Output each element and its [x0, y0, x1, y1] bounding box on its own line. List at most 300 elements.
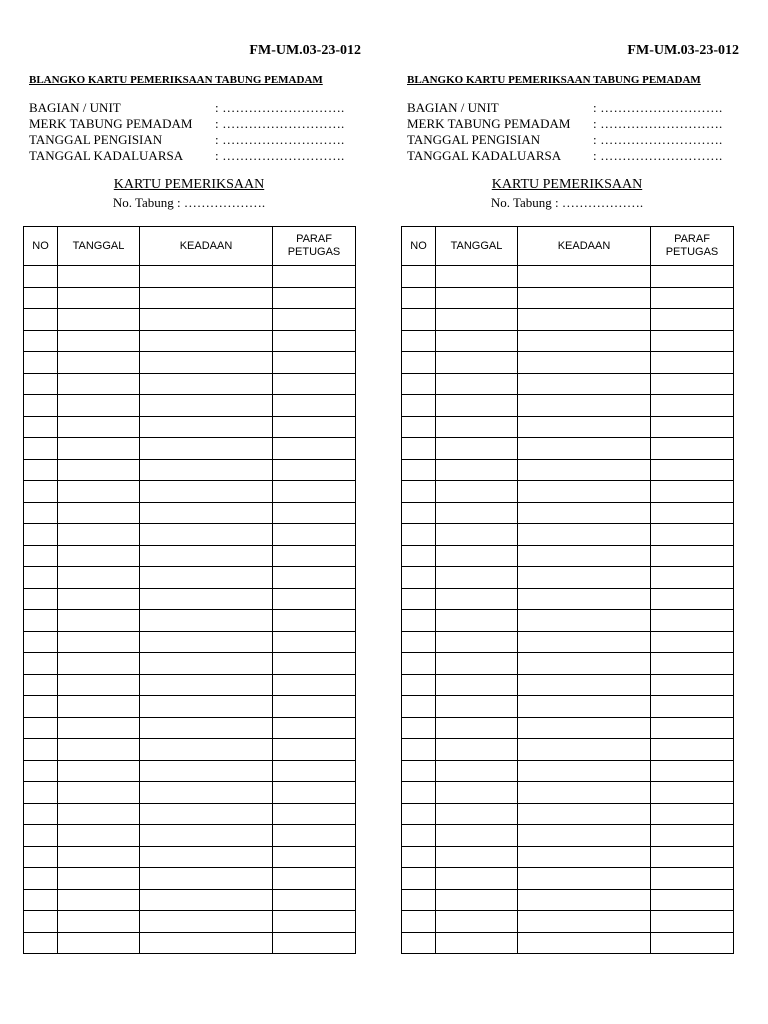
cell-condition[interactable] — [518, 760, 651, 782]
cell-no[interactable] — [24, 911, 58, 933]
cell-no[interactable] — [24, 502, 58, 524]
cell-no[interactable] — [24, 846, 58, 868]
cell-date[interactable] — [436, 889, 518, 911]
field-value[interactable]: : ………………………. — [215, 148, 345, 163]
cell-date[interactable] — [436, 330, 518, 352]
cell-no[interactable] — [24, 868, 58, 890]
cell-condition[interactable] — [518, 911, 651, 933]
cell-no[interactable] — [24, 782, 58, 804]
cell-signature[interactable] — [273, 911, 356, 933]
cell-date[interactable] — [58, 932, 140, 954]
cell-condition[interactable] — [140, 696, 273, 718]
table-row — [402, 588, 734, 610]
cell-date[interactable] — [58, 330, 140, 352]
cell-date[interactable] — [58, 502, 140, 524]
cell-date[interactable] — [436, 502, 518, 524]
cell-date[interactable] — [436, 545, 518, 567]
table-row — [402, 309, 734, 331]
cell-signature[interactable] — [651, 653, 734, 675]
cell-no[interactable] — [24, 545, 58, 567]
cell-no[interactable] — [402, 524, 436, 546]
table-row — [24, 889, 356, 911]
cell-no[interactable] — [402, 352, 436, 374]
cell-date[interactable] — [436, 438, 518, 460]
table-row — [24, 911, 356, 933]
cell-signature[interactable] — [651, 674, 734, 696]
cell-no[interactable] — [402, 846, 436, 868]
cell-date[interactable] — [436, 287, 518, 309]
cell-signature[interactable] — [273, 481, 356, 503]
cell-condition[interactable] — [140, 588, 273, 610]
field-value[interactable]: : ………………………. — [215, 116, 345, 131]
cell-condition[interactable] — [518, 782, 651, 804]
cell-date[interactable] — [436, 524, 518, 546]
cell-date[interactable] — [58, 287, 140, 309]
cell-signature[interactable] — [273, 588, 356, 610]
table-row — [24, 868, 356, 890]
table-row — [402, 481, 734, 503]
cell-condition[interactable] — [518, 803, 651, 825]
cell-date[interactable] — [58, 846, 140, 868]
cell-condition[interactable] — [518, 717, 651, 739]
field-expiry-date — [407, 148, 737, 164]
cell-no[interactable] — [402, 502, 436, 524]
cell-date[interactable] — [58, 481, 140, 503]
cell-date[interactable] — [436, 782, 518, 804]
cell-no[interactable] — [402, 696, 436, 718]
cell-no[interactable] — [402, 889, 436, 911]
cell-signature[interactable] — [273, 760, 356, 782]
cell-condition[interactable] — [518, 438, 651, 460]
cell-signature[interactable] — [651, 438, 734, 460]
cell-date[interactable] — [436, 631, 518, 653]
cell-condition[interactable] — [140, 739, 273, 761]
cell-condition[interactable] — [140, 309, 273, 331]
cell-condition[interactable] — [518, 524, 651, 546]
cell-condition[interactable] — [140, 395, 273, 417]
cell-date[interactable] — [58, 352, 140, 374]
cell-signature[interactable] — [651, 760, 734, 782]
cell-no[interactable] — [402, 631, 436, 653]
cell-no[interactable] — [24, 825, 58, 847]
cell-no[interactable] — [24, 416, 58, 438]
cell-date[interactable] — [436, 266, 518, 288]
cell-date[interactable] — [58, 459, 140, 481]
cell-no[interactable] — [24, 287, 58, 309]
cell-date[interactable] — [436, 739, 518, 761]
cell-date[interactable] — [436, 309, 518, 331]
cell-no[interactable] — [24, 438, 58, 460]
cell-signature[interactable] — [273, 674, 356, 696]
cell-signature[interactable] — [651, 459, 734, 481]
cell-date[interactable] — [436, 803, 518, 825]
cell-condition[interactable] — [518, 653, 651, 675]
cell-condition[interactable] — [140, 481, 273, 503]
cell-no[interactable] — [402, 416, 436, 438]
cell-signature[interactable] — [651, 717, 734, 739]
cell-condition[interactable] — [518, 352, 651, 374]
cell-signature[interactable] — [273, 438, 356, 460]
cell-signature[interactable] — [651, 846, 734, 868]
cell-condition[interactable] — [140, 567, 273, 589]
cell-date[interactable] — [436, 481, 518, 503]
cell-no[interactable] — [24, 760, 58, 782]
cell-condition[interactable] — [518, 309, 651, 331]
cell-signature[interactable] — [273, 803, 356, 825]
cell-no[interactable] — [24, 567, 58, 589]
cell-condition[interactable] — [518, 588, 651, 610]
cell-date[interactable] — [436, 567, 518, 589]
field-fill-date — [407, 132, 737, 148]
inspection-table — [401, 226, 734, 954]
cell-date[interactable] — [58, 567, 140, 589]
cell-condition[interactable] — [518, 739, 651, 761]
cell-no[interactable] — [402, 373, 436, 395]
tube-number[interactable]: No. Tabung : ………………. — [112, 195, 266, 210]
section-title-text: KARTU PEMERIKSAAN — [491, 177, 643, 192]
cell-no[interactable] — [402, 545, 436, 567]
cell-signature[interactable] — [273, 610, 356, 632]
cell-condition[interactable] — [518, 459, 651, 481]
cell-date[interactable] — [58, 373, 140, 395]
field-label: BAGIAN / UNIT — [407, 100, 499, 115]
cell-signature[interactable] — [651, 696, 734, 718]
cell-no[interactable] — [24, 352, 58, 374]
field-value[interactable]: : ………………………. — [215, 132, 345, 147]
cell-condition[interactable] — [518, 631, 651, 653]
cell-signature[interactable] — [273, 524, 356, 546]
cell-signature[interactable] — [651, 545, 734, 567]
cell-no[interactable] — [402, 438, 436, 460]
cell-signature[interactable] — [651, 825, 734, 847]
cell-signature[interactable] — [273, 287, 356, 309]
cell-signature[interactable] — [273, 782, 356, 804]
cell-signature[interactable] — [651, 889, 734, 911]
cell-signature[interactable] — [273, 631, 356, 653]
cell-no[interactable] — [402, 911, 436, 933]
cell-condition[interactable] — [140, 717, 273, 739]
field-value[interactable]: : ………………………. — [593, 116, 723, 131]
cell-signature[interactable] — [273, 330, 356, 352]
cell-signature[interactable] — [651, 739, 734, 761]
cell-condition[interactable] — [140, 782, 273, 804]
cell-no[interactable] — [402, 760, 436, 782]
cell-signature[interactable] — [273, 717, 356, 739]
table-row — [402, 416, 734, 438]
cell-signature[interactable] — [273, 567, 356, 589]
cell-date[interactable] — [58, 674, 140, 696]
cell-no[interactable] — [24, 309, 58, 331]
cell-signature[interactable] — [651, 287, 734, 309]
cell-date[interactable] — [436, 717, 518, 739]
cell-signature[interactable] — [273, 868, 356, 890]
cell-condition[interactable] — [518, 696, 651, 718]
cell-date[interactable] — [436, 696, 518, 718]
cell-no[interactable] — [402, 567, 436, 589]
cell-no[interactable] — [24, 395, 58, 417]
cell-signature[interactable] — [651, 330, 734, 352]
cell-condition[interactable] — [518, 932, 651, 954]
cell-no[interactable] — [402, 459, 436, 481]
table-row — [402, 631, 734, 653]
cell-condition[interactable] — [140, 459, 273, 481]
cell-condition[interactable] — [518, 416, 651, 438]
cell-date[interactable] — [436, 373, 518, 395]
cell-no[interactable] — [24, 674, 58, 696]
cell-date[interactable] — [58, 696, 140, 718]
cell-signature[interactable] — [651, 782, 734, 804]
cell-signature[interactable] — [273, 739, 356, 761]
cell-signature[interactable] — [273, 352, 356, 374]
cell-signature[interactable] — [651, 567, 734, 589]
cell-date[interactable] — [436, 416, 518, 438]
cell-condition[interactable] — [140, 674, 273, 696]
table-row — [24, 481, 356, 503]
table-row — [24, 459, 356, 481]
table-row — [402, 803, 734, 825]
cell-signature[interactable] — [273, 395, 356, 417]
field-label: TANGGAL PENGISIAN — [29, 132, 163, 147]
cell-no[interactable] — [402, 739, 436, 761]
field-value[interactable]: : ………………………. — [593, 100, 723, 115]
cell-condition[interactable] — [140, 846, 273, 868]
cell-no[interactable] — [24, 653, 58, 675]
cell-no[interactable] — [24, 588, 58, 610]
header-signature: PARAF PETUGAS — [273, 227, 356, 266]
cell-date[interactable] — [436, 932, 518, 954]
cell-signature[interactable] — [651, 373, 734, 395]
cell-date[interactable] — [58, 868, 140, 890]
cell-date[interactable] — [58, 438, 140, 460]
cell-condition[interactable] — [140, 524, 273, 546]
cell-no[interactable] — [402, 868, 436, 890]
cell-no[interactable] — [24, 932, 58, 954]
cell-date[interactable] — [436, 868, 518, 890]
cell-condition[interactable] — [140, 416, 273, 438]
cell-signature[interactable] — [651, 803, 734, 825]
cell-no[interactable] — [24, 330, 58, 352]
cell-date[interactable] — [58, 631, 140, 653]
cell-condition[interactable] — [518, 373, 651, 395]
cell-no[interactable] — [402, 309, 436, 331]
table-row — [24, 653, 356, 675]
cell-condition[interactable] — [140, 932, 273, 954]
cell-date[interactable] — [58, 610, 140, 632]
header-no: NO — [24, 227, 58, 266]
cell-date[interactable] — [58, 416, 140, 438]
cell-date[interactable] — [58, 739, 140, 761]
cell-condition[interactable] — [140, 868, 273, 890]
info-fields — [29, 100, 359, 164]
cell-date[interactable] — [436, 395, 518, 417]
cell-no[interactable] — [24, 266, 58, 288]
cell-signature[interactable] — [651, 631, 734, 653]
table-row — [402, 438, 734, 460]
cell-date[interactable] — [436, 846, 518, 868]
cell-condition[interactable] — [518, 825, 651, 847]
cell-condition[interactable] — [140, 760, 273, 782]
cell-no[interactable] — [402, 803, 436, 825]
field-label: MERK TABUNG PEMADAM — [407, 116, 571, 131]
section-title — [23, 177, 355, 193]
cell-condition[interactable] — [518, 868, 651, 890]
cell-no[interactable] — [24, 459, 58, 481]
cell-no[interactable] — [402, 825, 436, 847]
cell-no[interactable] — [402, 481, 436, 503]
cell-date[interactable] — [58, 782, 140, 804]
cell-date[interactable] — [58, 760, 140, 782]
cell-date[interactable] — [436, 459, 518, 481]
cell-condition[interactable] — [518, 674, 651, 696]
cell-date[interactable] — [436, 653, 518, 675]
cell-condition[interactable] — [518, 481, 651, 503]
cell-date[interactable] — [436, 825, 518, 847]
cell-signature[interactable] — [273, 266, 356, 288]
table-row — [402, 395, 734, 417]
cell-condition[interactable] — [140, 266, 273, 288]
cell-condition[interactable] — [140, 653, 273, 675]
cell-signature[interactable] — [273, 309, 356, 331]
cell-signature[interactable] — [273, 846, 356, 868]
cell-no[interactable] — [402, 330, 436, 352]
cell-signature[interactable] — [273, 459, 356, 481]
cell-signature[interactable] — [273, 932, 356, 954]
cell-signature[interactable] — [651, 502, 734, 524]
cell-no[interactable] — [402, 287, 436, 309]
cell-no[interactable] — [24, 481, 58, 503]
field-value[interactable]: : ………………………. — [593, 132, 723, 147]
cell-condition[interactable] — [518, 567, 651, 589]
field-unit — [407, 100, 737, 116]
cell-condition[interactable] — [140, 803, 273, 825]
cell-signature[interactable] — [273, 825, 356, 847]
cell-no[interactable] — [24, 696, 58, 718]
cell-signature[interactable] — [273, 653, 356, 675]
cell-date[interactable] — [436, 610, 518, 632]
cell-date[interactable] — [58, 717, 140, 739]
field-value[interactable]: : ………………………. — [593, 148, 723, 163]
cell-no[interactable] — [402, 266, 436, 288]
cell-no[interactable] — [402, 610, 436, 632]
inspection-table — [23, 226, 356, 954]
cell-date[interactable] — [436, 674, 518, 696]
cell-condition[interactable] — [140, 330, 273, 352]
cell-no[interactable] — [24, 889, 58, 911]
cell-signature[interactable] — [651, 524, 734, 546]
cell-no[interactable] — [402, 653, 436, 675]
cell-date[interactable] — [58, 588, 140, 610]
cell-signature[interactable] — [651, 932, 734, 954]
table-row — [402, 889, 734, 911]
cell-no[interactable] — [24, 631, 58, 653]
cell-no[interactable] — [24, 524, 58, 546]
table-row — [24, 438, 356, 460]
cell-condition[interactable] — [518, 610, 651, 632]
cell-no[interactable] — [402, 674, 436, 696]
cell-date[interactable] — [58, 653, 140, 675]
cell-signature[interactable] — [651, 266, 734, 288]
cell-date[interactable] — [58, 803, 140, 825]
cell-signature[interactable] — [651, 395, 734, 417]
cell-signature[interactable] — [651, 416, 734, 438]
cell-signature[interactable] — [651, 481, 734, 503]
cell-condition[interactable] — [140, 911, 273, 933]
cell-no[interactable] — [24, 610, 58, 632]
cell-condition[interactable] — [518, 889, 651, 911]
cell-condition[interactable] — [140, 502, 273, 524]
cell-date[interactable] — [58, 266, 140, 288]
cell-signature[interactable] — [651, 352, 734, 374]
cell-signature[interactable] — [273, 889, 356, 911]
cell-signature[interactable] — [273, 416, 356, 438]
cell-no[interactable] — [402, 717, 436, 739]
cell-condition[interactable] — [140, 373, 273, 395]
cell-condition[interactable] — [140, 352, 273, 374]
cell-signature[interactable] — [273, 696, 356, 718]
cell-condition[interactable] — [518, 330, 651, 352]
cell-condition[interactable] — [140, 610, 273, 632]
table-header-row — [402, 227, 734, 266]
cell-condition[interactable] — [140, 889, 273, 911]
tube-number[interactable]: No. Tabung : ………………. — [490, 195, 644, 210]
cell-no[interactable] — [24, 803, 58, 825]
cell-signature[interactable] — [273, 545, 356, 567]
cell-no[interactable] — [24, 373, 58, 395]
table-row — [402, 373, 734, 395]
cell-condition[interactable] — [140, 825, 273, 847]
cell-no[interactable] — [402, 782, 436, 804]
table-row — [402, 524, 734, 546]
cell-date[interactable] — [436, 760, 518, 782]
cell-date[interactable] — [58, 545, 140, 567]
cell-signature[interactable] — [273, 502, 356, 524]
cell-condition[interactable] — [518, 266, 651, 288]
cell-signature[interactable] — [651, 868, 734, 890]
cell-no[interactable] — [24, 739, 58, 761]
cell-condition[interactable] — [140, 631, 273, 653]
cell-date[interactable] — [58, 309, 140, 331]
cell-date[interactable] — [58, 395, 140, 417]
cell-condition[interactable] — [140, 438, 273, 460]
field-value[interactable]: : ………………………. — [215, 100, 345, 115]
cell-date[interactable] — [436, 352, 518, 374]
cell-condition[interactable] — [140, 545, 273, 567]
cell-date[interactable] — [58, 825, 140, 847]
cell-condition[interactable] — [140, 287, 273, 309]
cell-date[interactable] — [58, 524, 140, 546]
cell-signature[interactable] — [273, 373, 356, 395]
table-row — [402, 760, 734, 782]
cell-condition[interactable] — [518, 846, 651, 868]
cell-no[interactable] — [402, 932, 436, 954]
cell-no[interactable] — [402, 395, 436, 417]
cell-signature[interactable] — [651, 610, 734, 632]
cell-signature[interactable] — [651, 588, 734, 610]
cell-condition[interactable] — [518, 287, 651, 309]
cell-signature[interactable] — [651, 309, 734, 331]
cell-date[interactable] — [436, 911, 518, 933]
cell-date[interactable] — [436, 588, 518, 610]
table-row — [24, 782, 356, 804]
cell-date[interactable] — [58, 889, 140, 911]
cell-no[interactable] — [402, 588, 436, 610]
cell-condition[interactable] — [518, 545, 651, 567]
cell-signature[interactable] — [651, 911, 734, 933]
cell-date[interactable] — [58, 911, 140, 933]
cell-condition[interactable] — [518, 395, 651, 417]
cell-no[interactable] — [24, 717, 58, 739]
cell-condition[interactable] — [518, 502, 651, 524]
